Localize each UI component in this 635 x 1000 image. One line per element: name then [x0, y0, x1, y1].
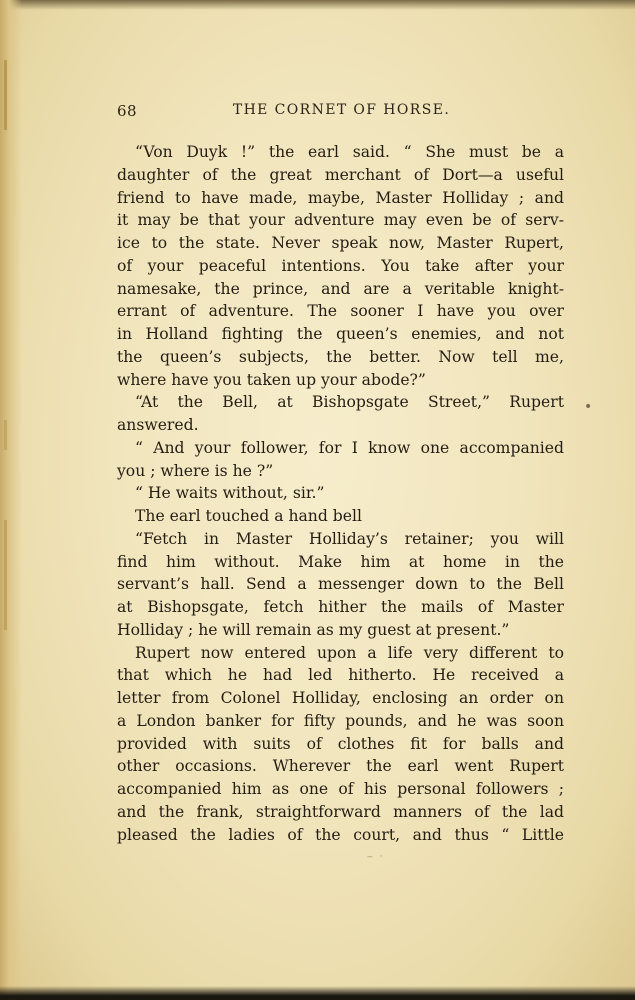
text-line: and the frank, straightforward manners of the lad: [117, 802, 564, 821]
text-line: ice to the state. Never speak now, Master Rupert,: [117, 234, 564, 252]
text-line: that which he had led hitherto. He received a: [117, 666, 564, 685]
text-line: daughter of the great merchant of Dort—a useful: [117, 165, 564, 184]
text-line: find him without. Make him at home in the: [117, 552, 564, 571]
text-line: pleased the ladies of the court, and thus “ Little: [117, 825, 564, 844]
binding-mark: [4, 60, 7, 130]
text-line: friend to have made, maybe, Master Holliday ; and: [117, 188, 564, 207]
page-left-edge: [0, 0, 22, 1000]
ink-speck: ‒ ·: [367, 852, 385, 862]
text-line: errant of adventure. The sooner I have you over: [117, 302, 564, 321]
text-line: other occasions. Wherever the earl went Rupert: [117, 757, 564, 776]
text-line: accompanied him as one of his personal followers ;: [117, 780, 564, 798]
text-line: “At the Bell, at Bishopsgate Street,” Rupert: [135, 393, 564, 412]
page-number: 68: [117, 102, 138, 120]
text-line: the queen’s subjects, the better. Now tell me,: [117, 347, 564, 366]
text-line: Holliday ; he will remain as my guest at present.”: [117, 620, 510, 639]
text-line: “ And your follower, for I know one accompanied: [135, 438, 564, 457]
text-line: Rupert now entered upon a life very different to: [135, 643, 564, 662]
text-line: servant’s hall. Send a messenger down to the Bell: [117, 575, 564, 594]
page-header: [117, 102, 566, 124]
text-line: in Holland fighting the queen’s enemies, and not: [117, 325, 564, 343]
text-line: answered.: [117, 416, 199, 434]
binding-mark: [4, 520, 7, 630]
text-line: a London banker for fifty pounds, and he was soon: [117, 711, 564, 730]
binding-mark: [4, 420, 7, 450]
margin-speck: •: [584, 399, 593, 415]
body-text: [117, 141, 564, 846]
text-line: “Fetch in Master Holliday’s retainer; you will: [135, 529, 564, 548]
text-line: where have you taken up your abode?”: [117, 370, 426, 389]
text-line: you ; where is he ?”: [117, 461, 274, 480]
text-line: it may be that your adventure may even be of serv-: [117, 211, 564, 230]
page-top-shadow: [0, 0, 635, 10]
text-line: letter from Colonel Holliday, enclosing an order on: [117, 689, 564, 707]
text-line: at Bishopsgate, fetch hither the mails of Master: [117, 598, 564, 616]
text-line: provided with suits of clothes fit for balls and: [117, 734, 564, 753]
page-bottom-shadow: [0, 986, 635, 1000]
text-line: The earl touched a hand bell: [135, 507, 362, 525]
text-line: namesake, the prince, and are a veritable knight-: [117, 279, 564, 298]
text-line: “Von Duyk !” the earl said. “ She must be a: [135, 143, 564, 161]
text-line: of your peaceful intentions. You take after your: [117, 256, 564, 275]
text-line: “ He waits without, sir.”: [135, 484, 325, 503]
running-title: THE CORNET OF HORSE.: [232, 102, 451, 118]
